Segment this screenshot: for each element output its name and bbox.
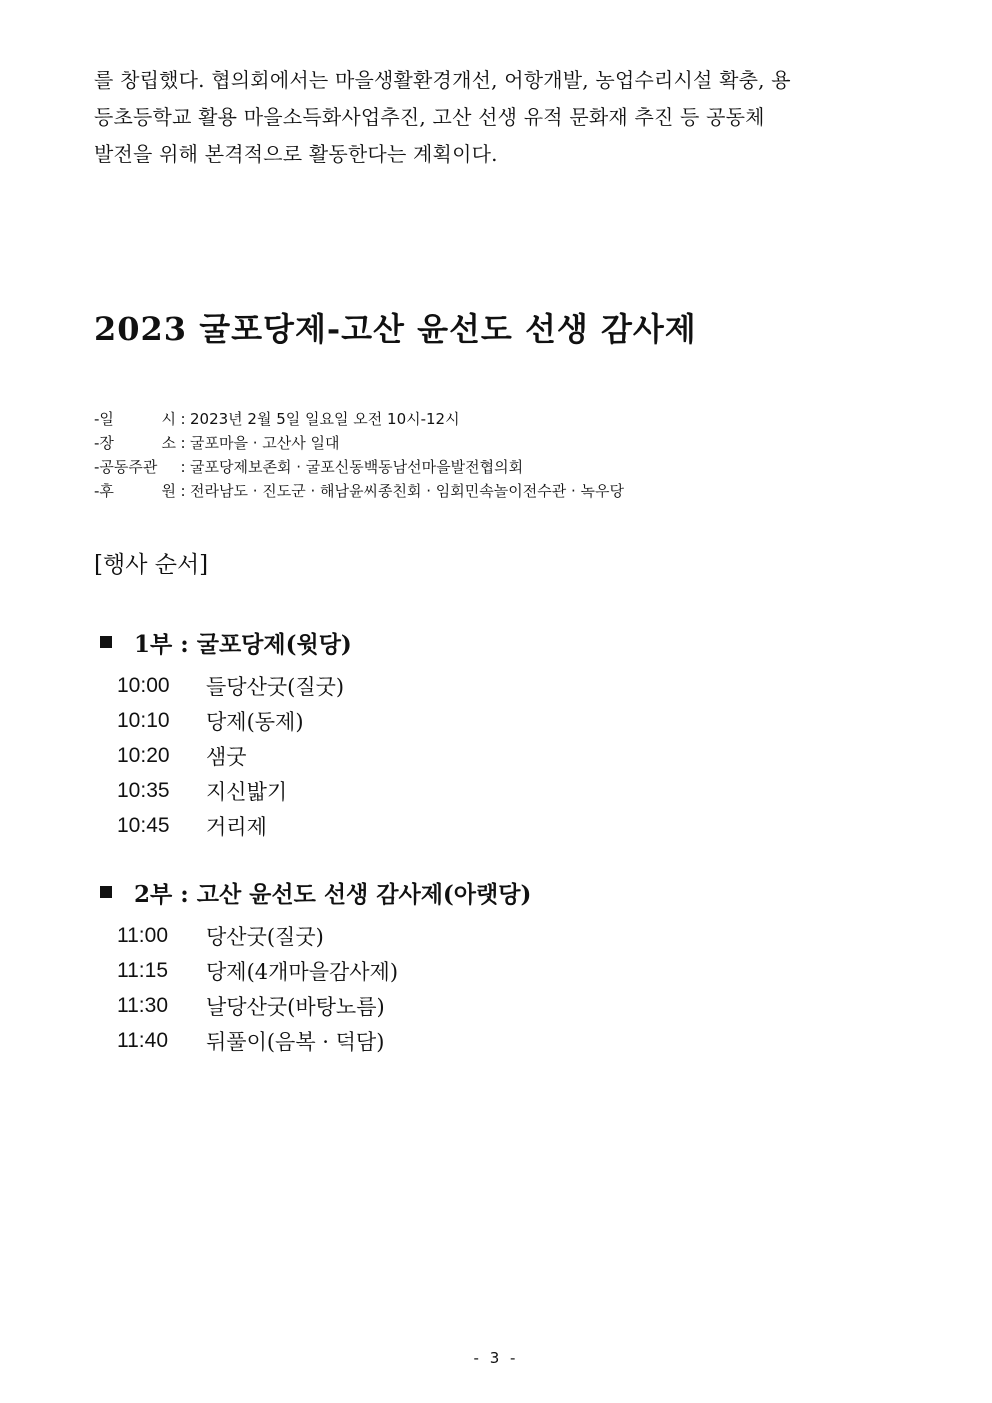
info-label-sponsor: -후 원 [94, 482, 176, 500]
square-bullet-icon [100, 636, 112, 648]
schedule-row [117, 918, 531, 953]
info-row-organizer [94, 455, 624, 479]
part-1-schedule [100, 668, 352, 843]
info-separator: : [180, 434, 186, 452]
schedule-time: 10:10 [117, 708, 170, 732]
page-number: - 3 - [473, 1349, 519, 1367]
part-2 [100, 872, 531, 1058]
info-separator: : [180, 482, 186, 500]
schedule-event: 들당산굿(질굿) [206, 674, 345, 699]
info-value-place: 굴포마을 · 고산사 일대 [190, 434, 340, 452]
info-value-organizer: 굴포당제보존회 · 굴포신동백동남선마을발전협의회 [190, 458, 524, 476]
schedule-row [117, 808, 352, 843]
schedule-row [117, 668, 352, 703]
intro-line-1: 를 창립했다. 협의회에서는 마을생활환경개선, 어항개발, 농업수리시설 확충, 용 [94, 68, 791, 92]
schedule-time: 11:15 [117, 958, 168, 982]
intro-line-2: 등초등학교 활용 마을소득화사업추진, 고산 선생 유적 문화재 추진 등 공동체 [94, 105, 765, 129]
schedule-time: 10:45 [117, 813, 170, 837]
intro-paragraph [94, 62, 898, 173]
event-title: 2023 굴포당제-고산 윤선도 선생 감사제 [94, 310, 697, 348]
info-label-place: -장 소 [94, 434, 176, 452]
info-row-place [94, 431, 624, 455]
intro-line-3: 발전을 위해 본격적으로 활동한다는 계획이다. [94, 142, 498, 166]
part-2-heading: 2부 : 고산 윤선도 선생 감사제(아랫당) [100, 872, 531, 912]
info-value-date: 2023년 2월 5일 일요일 오전 10시-12시 [190, 410, 460, 428]
part-1-heading: 1부 : 굴포당제(윗당) [100, 622, 352, 662]
info-row-date [94, 407, 624, 431]
part-1 [100, 622, 352, 843]
schedule-event: 샘굿 [206, 744, 247, 769]
event-info [94, 407, 624, 503]
schedule-row [117, 773, 352, 808]
info-row-sponsor [94, 479, 624, 503]
square-bullet-icon [100, 886, 112, 898]
info-separator: : [180, 458, 186, 476]
schedule-row [117, 703, 352, 738]
schedule-event: 당제(4개마을감사제) [206, 959, 399, 984]
schedule-time: 10:35 [117, 778, 170, 802]
schedule-event: 날당산굿(바탕노름) [206, 994, 385, 1019]
schedule-row [117, 988, 531, 1023]
schedule-row [117, 738, 352, 773]
schedule-event: 지신밟기 [206, 779, 288, 804]
schedule-time: 11:30 [117, 993, 168, 1017]
info-value-sponsor: 전라남도 · 진도군 · 해남윤씨종친회 · 임회민속놀이전수관 · 녹우당 [190, 482, 624, 500]
schedule-event: 거리제 [206, 814, 267, 839]
schedule-event: 뒤풀이(음복 · 덕담) [206, 1029, 385, 1054]
program-section-label: [행사 순서] [94, 552, 209, 578]
schedule-time: 11:00 [117, 923, 168, 947]
info-label-organizer: -공동주관 [94, 458, 158, 476]
schedule-event: 당제(동제) [206, 709, 304, 734]
schedule-time: 11:40 [117, 1028, 168, 1052]
schedule-time: 10:20 [117, 743, 170, 767]
schedule-row [117, 953, 531, 988]
info-label-date: -일 시 [94, 410, 176, 428]
schedule-event: 당산굿(질굿) [206, 924, 324, 949]
schedule-row [117, 1023, 531, 1058]
info-separator: : [180, 410, 186, 428]
schedule-time: 10:00 [117, 673, 170, 697]
part-2-schedule [100, 918, 531, 1058]
